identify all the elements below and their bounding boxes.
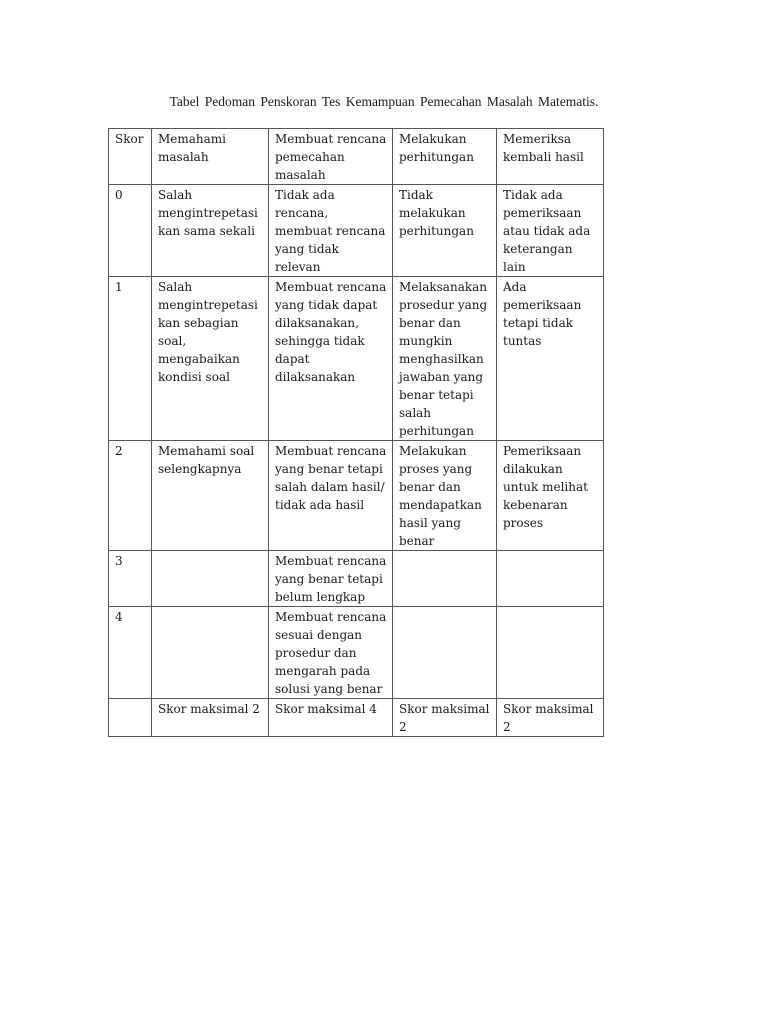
scoring-rubric-table: [108, 128, 604, 737]
cell-membuat-rencana: Membuat rencana yang benar tetapi salah dalam hasil/ tidak ada hasil: [269, 441, 393, 551]
table-title: Tabel Pedoman Penskoran Tes Kemampuan Pemecahan Masalah Matematis.: [169, 94, 599, 109]
max-score-melakukan: Skor maksimal 2: [393, 699, 497, 737]
header-skor: Skor: [109, 129, 152, 185]
cell-melakukan: [393, 551, 497, 607]
cell-membuat-rencana: Membuat rencana yang benar tetapi belum lengkap: [269, 551, 393, 607]
cell-skor: 4: [109, 607, 152, 699]
cell-memahami: [152, 607, 269, 699]
cell-memeriksa: [497, 551, 604, 607]
cell-memeriksa: Ada pemeriksaan tetapi tidak tuntas: [497, 277, 604, 441]
table-row: [109, 277, 604, 441]
cell-membuat-rencana: Tidak ada rencana, membuat rencana yang tidak relevan: [269, 185, 393, 277]
header-memahami-masalah: Memahami masalah: [152, 129, 269, 185]
header-memeriksa-kembali: Memeriksa kembali hasil: [497, 129, 604, 185]
cell-memeriksa: Tidak ada pemeriksaan atau tidak ada keterangan lain: [497, 185, 604, 277]
max-score-row: [109, 699, 604, 737]
cell-membuat-rencana: Membuat rencana sesuai dengan prosedur dan mengarah pada solusi yang benar: [269, 607, 393, 699]
cell-melakukan: Melakukan proses yang benar dan mendapatkan hasil yang benar: [393, 441, 497, 551]
table-row: [109, 551, 604, 607]
cell-skor: 2: [109, 441, 152, 551]
cell-melakukan: Tidak melakukan perhitungan: [393, 185, 497, 277]
cell-skor: 1: [109, 277, 152, 441]
cell-skor: 0: [109, 185, 152, 277]
table-row: [109, 185, 604, 277]
cell-skor: [109, 699, 152, 737]
cell-memahami: Salah mengintrepetasi kan sama sekali: [152, 185, 269, 277]
cell-memahami: Salah mengintrepetasi kan sebagian soal, mengabaikan kondisi soal: [152, 277, 269, 441]
cell-melakukan: [393, 607, 497, 699]
cell-memahami: [152, 551, 269, 607]
header-membuat-rencana: Membuat rencana pemecahan masalah: [269, 129, 393, 185]
max-score-memahami: Skor maksimal 2: [152, 699, 269, 737]
cell-memeriksa: Pemeriksaan dilakukan untuk melihat kebenaran proses: [497, 441, 604, 551]
cell-memahami: Memahami soal selengkapnya: [152, 441, 269, 551]
table-header-row: [109, 129, 604, 185]
max-score-memeriksa: Skor maksimal 2: [497, 699, 604, 737]
cell-skor: 3: [109, 551, 152, 607]
cell-memeriksa: [497, 607, 604, 699]
table-row: [109, 441, 604, 551]
table-row: [109, 607, 604, 699]
max-score-membuat-rencana: Skor maksimal 4: [269, 699, 393, 737]
cell-melakukan: Melaksanakan prosedur yang benar dan mungkin menghasilkan jawaban yang benar tetapi salah perhitungan: [393, 277, 497, 441]
cell-membuat-rencana: Membuat rencana yang tidak dapat dilaksanakan, sehingga tidak dapat dilaksanakan: [269, 277, 393, 441]
header-melakukan-perhitungan: Melakukan perhitungan: [393, 129, 497, 185]
